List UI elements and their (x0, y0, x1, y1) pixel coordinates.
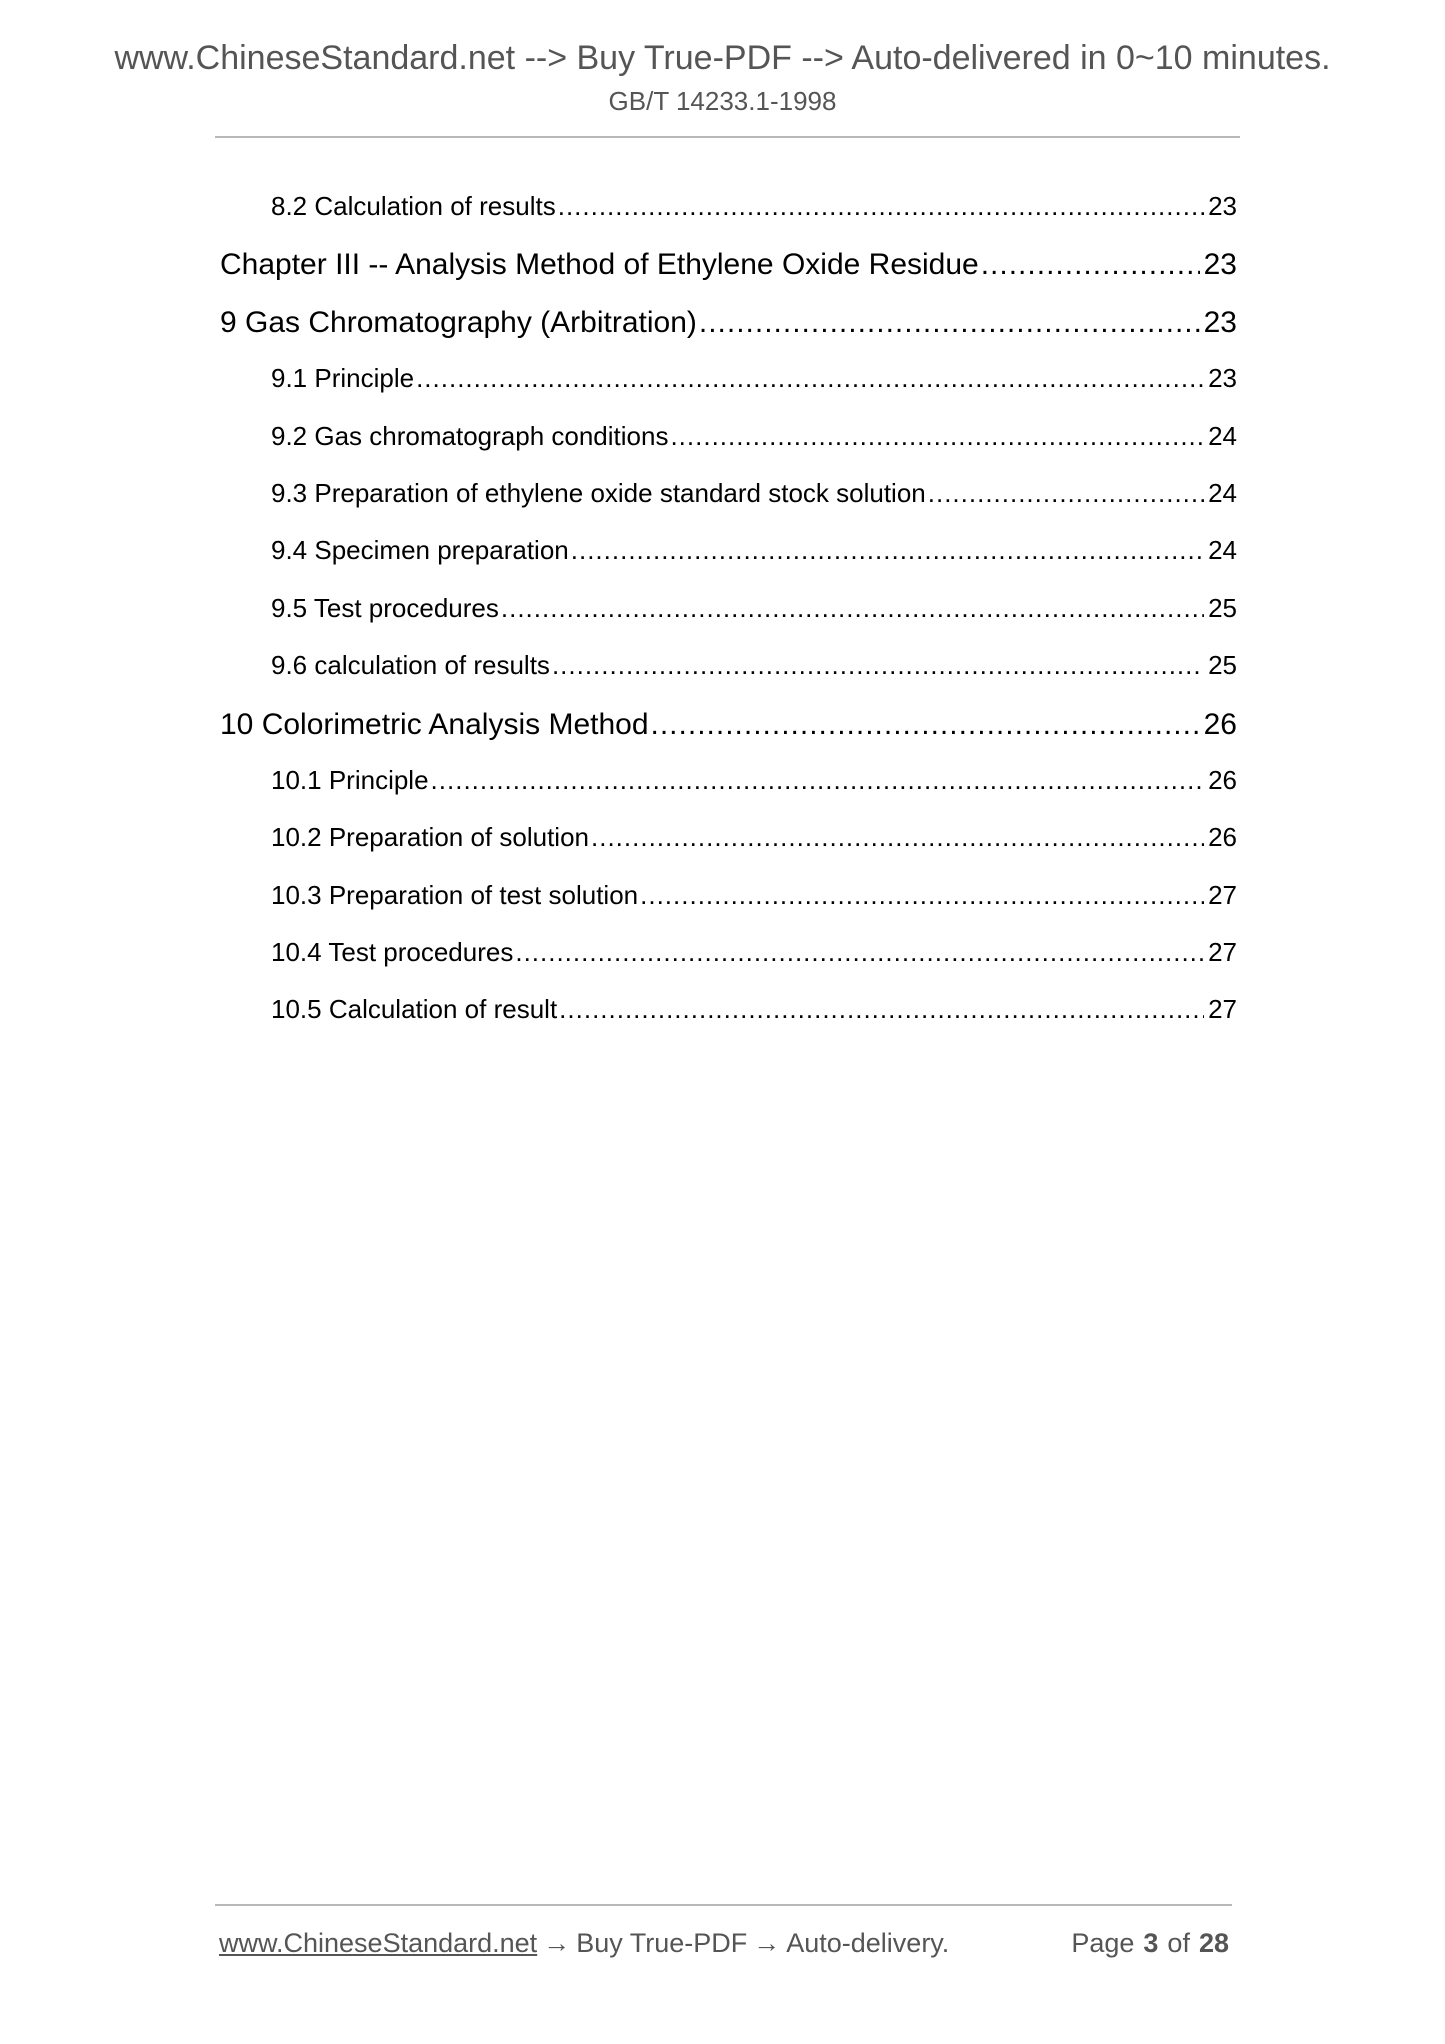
toc-dot-leader (651, 708, 1200, 742)
footer-buy-text: Buy True-PDF (576, 1928, 748, 1958)
toc-entry-title: 10.5 Calculation of result (271, 994, 558, 1025)
toc-entry-title: 10.2 Preparation of solution (271, 822, 589, 853)
toc-entry-title: 10 Colorimetric Analysis Method (220, 707, 649, 741)
toc-page-number: 24 (1208, 535, 1237, 566)
toc-section-entry[interactable] (220, 765, 1237, 822)
toc-page-number: 25 (1208, 592, 1237, 623)
toc-dot-leader (928, 478, 1204, 509)
toc-chapter-entry[interactable] (220, 248, 1237, 305)
toc-dot-leader (670, 421, 1204, 452)
toc-dot-leader (501, 593, 1204, 624)
arrow-right-icon: → (753, 1928, 781, 1958)
toc-page-number: 23 (1208, 363, 1237, 394)
toc-dot-leader (558, 191, 1204, 222)
toc-page-number: 26 (1203, 707, 1237, 741)
toc-entry-title: 9.2 Gas chromatograph conditions (271, 420, 669, 451)
toc-entry-title: 10.4 Test procedures (271, 937, 514, 968)
toc-entry-title: 10.3 Preparation of test solution (271, 879, 639, 910)
toc-page-number: 27 (1208, 879, 1237, 910)
toc-entry-title: 8.2 Calculation of results (271, 191, 556, 221)
page-footer (219, 1928, 1229, 1968)
toc-dot-leader (416, 363, 1204, 394)
toc-section-entry[interactable] (220, 535, 1237, 592)
toc-page-number: 27 (1208, 937, 1237, 968)
toc-dot-leader (515, 937, 1204, 968)
toc-dot-leader (640, 880, 1204, 911)
page-total: 28 (1198, 1928, 1229, 1958)
header-banner: www.ChineseStandard.net --> Buy True-PDF --> Auto-delivered in 0~10 minutes. (114, 39, 1331, 77)
toc-section-entry[interactable] (220, 822, 1237, 879)
toc-section-entry[interactable] (220, 363, 1237, 420)
page-counter (1071, 1928, 1229, 1959)
toc-section-entry[interactable] (220, 650, 1237, 707)
toc-dot-leader (981, 248, 1200, 282)
toc-page-number: 26 (1208, 764, 1237, 795)
website-link[interactable]: www.ChineseStandard.net (219, 1928, 538, 1958)
header-divider (215, 136, 1240, 138)
toc-entry-title: Chapter III -- Analysis Method of Ethylene Oxide Residue (220, 248, 979, 282)
toc-dot-leader (552, 650, 1204, 681)
toc-section-entry[interactable] (220, 421, 1237, 478)
toc-entry-title: 9.5 Test procedures (271, 592, 499, 623)
toc-page-number: 25 (1208, 650, 1237, 681)
toc-page-number: 24 (1208, 477, 1237, 508)
toc-chapter-entry[interactable] (220, 708, 1237, 765)
toc-entry-title: 9.6 calculation of results (271, 650, 550, 681)
toc-entry-title: 9.1 Principle (271, 363, 415, 394)
toc-dot-leader (571, 535, 1204, 566)
toc-dot-leader (591, 822, 1204, 853)
toc-section-entry[interactable] (220, 880, 1237, 937)
toc-dot-leader (431, 765, 1205, 796)
footer-promo (219, 1928, 949, 1959)
toc-page-number: 26 (1208, 822, 1237, 853)
toc-chapter-entry[interactable] (220, 306, 1237, 363)
toc-entry-title: 9.3 Preparation of ethylene oxide standard stock solution (271, 477, 926, 508)
toc-page-number: 23 (1203, 248, 1237, 282)
arrow-right-icon: → (543, 1928, 571, 1958)
toc-entry-title: 10.1 Principle (271, 764, 429, 795)
document-id: GB/T 14233.1-1998 (608, 86, 837, 116)
toc-page-number: 27 (1208, 994, 1237, 1025)
toc-section-entry[interactable] (220, 937, 1237, 994)
toc-page-number: 23 (1203, 305, 1237, 339)
toc-section-entry[interactable] (220, 478, 1237, 535)
toc-section-entry[interactable] (220, 191, 1237, 248)
footer-delivery-text: Auto-delivery. (786, 1928, 950, 1958)
of-label: of (1167, 1928, 1190, 1958)
toc-dot-leader (559, 994, 1204, 1025)
toc-entry-title: 9 Gas Chromatography (Arbitration) (220, 305, 697, 339)
page-label: Page (1071, 1928, 1135, 1958)
toc-page-number: 24 (1208, 420, 1237, 451)
page-header (0, 36, 1445, 118)
toc-section-entry[interactable] (220, 994, 1237, 1051)
page-current: 3 (1143, 1928, 1159, 1958)
toc-entry-title: 9.4 Specimen preparation (271, 535, 569, 566)
footer-divider (215, 1904, 1232, 1906)
table-of-contents (220, 191, 1237, 1052)
toc-dot-leader (699, 306, 1200, 340)
toc-page-number: 23 (1208, 191, 1237, 221)
toc-section-entry[interactable] (220, 593, 1237, 650)
